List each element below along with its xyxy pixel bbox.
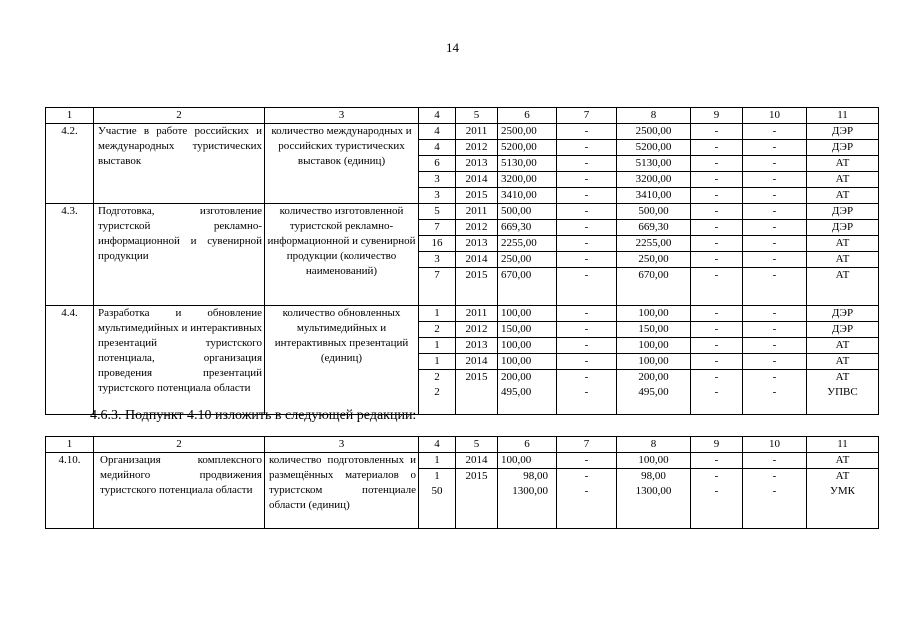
- cell-year: 2014: [456, 453, 498, 469]
- stack-value: УПВС: [827, 386, 858, 398]
- table-header-row: [46, 437, 879, 453]
- column-number-5: 5: [456, 108, 498, 124]
- cell-col10: -: [743, 156, 807, 172]
- cell-col9: -: [691, 220, 743, 236]
- cell-year: 2015: [456, 188, 498, 204]
- cell-col9: -: [691, 453, 743, 469]
- cell-col9: -: [691, 140, 743, 156]
- cell-quantity: 7: [419, 268, 456, 306]
- column-number-7: 7: [557, 437, 617, 453]
- cell-year: 2012: [456, 140, 498, 156]
- cell-col10: -: [743, 268, 807, 306]
- cell-total: 100,00: [498, 306, 557, 322]
- cell-col8: 100,00: [617, 306, 691, 322]
- cell-col10: -: [743, 236, 807, 252]
- stack-value: 200,00: [638, 371, 669, 383]
- cell-col10: -: [743, 338, 807, 354]
- cell-year: 2015: [456, 268, 498, 306]
- indicator-name: количество обновленных мультимедийных и интерактивных презентаций (единиц): [265, 306, 419, 415]
- cell-quantity: 7: [419, 220, 456, 236]
- cell-col7: -: [557, 236, 617, 252]
- amendment-table: [45, 436, 879, 529]
- stack-value: АТ: [835, 470, 850, 482]
- cell-executor: АТ: [807, 172, 879, 188]
- cell-quantity: 3: [419, 172, 456, 188]
- cell-col9: -: [691, 322, 743, 338]
- activity-name: Участие в работе российских и международных туристических выставок: [94, 124, 265, 204]
- cell-quantity: 3: [419, 252, 456, 268]
- cell-col8: 5130,00: [617, 156, 691, 172]
- stack-value: -: [714, 371, 719, 383]
- column-number-8: 8: [617, 437, 691, 453]
- stack-value: 98,00: [641, 470, 666, 482]
- table-row: [46, 204, 879, 220]
- cell-year: 2012: [456, 220, 498, 236]
- item-number: 4.10.: [46, 453, 94, 529]
- column-number-8: 8: [617, 108, 691, 124]
- cell-total: 3200,00: [498, 172, 557, 188]
- cell-executor: [807, 469, 879, 529]
- cell-total: 500,00: [498, 204, 557, 220]
- cell-col10: [743, 370, 807, 415]
- cell-col9: -: [691, 124, 743, 140]
- column-number-11: 11: [807, 108, 879, 124]
- cell-year: 2011: [456, 204, 498, 220]
- cell-col7: -: [557, 220, 617, 236]
- cell-col9: [691, 370, 743, 415]
- table-row: [46, 453, 879, 469]
- table-row: [46, 124, 879, 140]
- cell-col8: 2255,00: [617, 236, 691, 252]
- stack-value: -: [714, 470, 719, 482]
- cell-year: 2011: [456, 306, 498, 322]
- table-header-row: [46, 108, 879, 124]
- cell-year: 2013: [456, 236, 498, 252]
- cell-col7: -: [557, 252, 617, 268]
- cell-quantity: 1: [419, 453, 456, 469]
- cell-total: 150,00: [498, 322, 557, 338]
- column-number-3: 3: [265, 108, 419, 124]
- cell-total: 100,00: [498, 354, 557, 370]
- column-number-2: 2: [94, 437, 265, 453]
- cell-col9: -: [691, 268, 743, 306]
- activity-name: Разработка и обновление мультимедийных и интерактивных презентаций туристского потенциала, организация проведения презентаций туристского потенциала области: [94, 306, 265, 415]
- cell-col7: -: [557, 140, 617, 156]
- cell-total: 5130,00: [498, 156, 557, 172]
- cell-quantity: 2: [419, 322, 456, 338]
- column-number-9: 9: [691, 108, 743, 124]
- stack-value: 1: [434, 470, 440, 482]
- cell-col10: -: [743, 124, 807, 140]
- cell-executor: ДЭР: [807, 220, 879, 236]
- indicator-name: количество изготовленной туристской рекламно-информационной и сувенирной продукции (количество наименований): [265, 204, 419, 306]
- cell-total: 2500,00: [498, 124, 557, 140]
- column-number-3: 3: [265, 437, 419, 453]
- cell-col8: 100,00: [617, 338, 691, 354]
- cell-executor: ДЭР: [807, 140, 879, 156]
- cell-col9: -: [691, 204, 743, 220]
- stack-value: 1300,00: [512, 485, 548, 497]
- cell-quantity: 1: [419, 354, 456, 370]
- column-number-10: 10: [743, 437, 807, 453]
- cell-year: 2014: [456, 354, 498, 370]
- cell-executor: ДЭР: [807, 306, 879, 322]
- cell-col7: -: [557, 156, 617, 172]
- stack-value: УМК: [830, 485, 855, 497]
- cell-col7: -: [557, 453, 617, 469]
- stack-value: -: [584, 485, 589, 497]
- cell-quantity: 3: [419, 188, 456, 204]
- column-number-2: 2: [94, 108, 265, 124]
- cell-col10: -: [743, 188, 807, 204]
- cell-year: 2011: [456, 124, 498, 140]
- cell-col7: -: [557, 322, 617, 338]
- cell-quantity: 6: [419, 156, 456, 172]
- cell-executor: АТ: [807, 156, 879, 172]
- cell-col7: -: [557, 188, 617, 204]
- cell-quantity: 16: [419, 236, 456, 252]
- stack-value: 50: [431, 485, 443, 497]
- column-number-1: 1: [46, 437, 94, 453]
- cell-quantity: [419, 370, 456, 415]
- cell-total: 670,00: [498, 268, 557, 306]
- cell-col7: -: [557, 172, 617, 188]
- stack-value: 2: [434, 371, 440, 383]
- column-number-4: 4: [419, 437, 456, 453]
- cell-total: [498, 469, 557, 529]
- cell-col8: 2500,00: [617, 124, 691, 140]
- cell-col10: -: [743, 220, 807, 236]
- cell-executor: ДЭР: [807, 124, 879, 140]
- cell-col9: -: [691, 252, 743, 268]
- cell-col8: 3200,00: [617, 172, 691, 188]
- cell-executor: АТ: [807, 236, 879, 252]
- stack-value: АТ: [835, 371, 850, 383]
- cell-col10: -: [743, 453, 807, 469]
- cell-col7: -: [557, 338, 617, 354]
- indicator-name: количество подготовленных и размещённых материалов о туристском потенциале области (единиц): [265, 453, 419, 529]
- cell-col10: -: [743, 140, 807, 156]
- stack-value: -: [584, 386, 589, 398]
- cell-quantity: 5: [419, 204, 456, 220]
- cell-col9: -: [691, 236, 743, 252]
- column-number-7: 7: [557, 108, 617, 124]
- activity-name: Организация комплексного медийного продвижения туристского потенциала области: [94, 453, 265, 529]
- cell-executor: [807, 370, 879, 415]
- cell-col9: -: [691, 306, 743, 322]
- activity-name: Подготовка, изготовление туристской рекламно-информационной и сувенирной продукции: [94, 204, 265, 306]
- cell-quantity: 4: [419, 140, 456, 156]
- cell-year: 2015: [456, 370, 498, 415]
- cell-col8: 3410,00: [617, 188, 691, 204]
- column-number-6: 6: [498, 108, 557, 124]
- cell-col9: -: [691, 188, 743, 204]
- stack-value: 200,00: [501, 371, 532, 383]
- column-number-1: 1: [46, 108, 94, 124]
- stack-value: -: [714, 485, 719, 497]
- subheading: 4.6.3. Подпункт 4.10 изложить в следующей редакции:: [90, 408, 417, 423]
- column-number-6: 6: [498, 437, 557, 453]
- cell-executor: ДЭР: [807, 322, 879, 338]
- cell-col9: -: [691, 172, 743, 188]
- cell-executor: АТ: [807, 453, 879, 469]
- cell-quantity: 1: [419, 306, 456, 322]
- cell-executor: АТ: [807, 338, 879, 354]
- column-number-9: 9: [691, 437, 743, 453]
- cell-year: 2015: [456, 469, 498, 529]
- cell-year: 2012: [456, 322, 498, 338]
- cell-col10: -: [743, 306, 807, 322]
- cell-col10: -: [743, 322, 807, 338]
- program-table: [45, 107, 879, 415]
- cell-col10: -: [743, 354, 807, 370]
- cell-col8: 100,00: [617, 354, 691, 370]
- stack-value: -: [714, 386, 719, 398]
- column-number-5: 5: [456, 437, 498, 453]
- cell-col9: -: [691, 156, 743, 172]
- cell-year: 2014: [456, 172, 498, 188]
- stack-value: -: [772, 470, 777, 482]
- stack-value: 495,00: [638, 386, 669, 398]
- cell-total: 2255,00: [498, 236, 557, 252]
- cell-total: 5200,00: [498, 140, 557, 156]
- cell-col8: 100,00: [617, 453, 691, 469]
- stack-value: -: [772, 485, 777, 497]
- cell-col10: -: [743, 252, 807, 268]
- cell-year: 2014: [456, 252, 498, 268]
- cell-year: 2013: [456, 156, 498, 172]
- cell-executor: АТ: [807, 268, 879, 306]
- cell-col10: -: [743, 204, 807, 220]
- column-number-10: 10: [743, 108, 807, 124]
- column-number-4: 4: [419, 108, 456, 124]
- cell-total: 669,30: [498, 220, 557, 236]
- cell-total: 100,00: [498, 338, 557, 354]
- stack-value: -: [584, 371, 589, 383]
- item-number: 4.3.: [46, 204, 94, 306]
- item-number: 4.4.: [46, 306, 94, 415]
- cell-col9: -: [691, 338, 743, 354]
- stack-value: -: [772, 371, 777, 383]
- table-row: [46, 306, 879, 322]
- cell-quantity: 1: [419, 338, 456, 354]
- cell-col8: 150,00: [617, 322, 691, 338]
- cell-col8: 500,00: [617, 204, 691, 220]
- cell-executor: АТ: [807, 252, 879, 268]
- cell-col7: -: [557, 306, 617, 322]
- cell-col7: -: [557, 204, 617, 220]
- stack-value: -: [772, 386, 777, 398]
- cell-col9: -: [691, 354, 743, 370]
- stack-value: 2: [434, 386, 440, 398]
- cell-executor: АТ: [807, 188, 879, 204]
- cell-col10: -: [743, 172, 807, 188]
- cell-col7: -: [557, 354, 617, 370]
- cell-col7: -: [557, 268, 617, 306]
- cell-col9: [691, 469, 743, 529]
- cell-quantity: 4: [419, 124, 456, 140]
- item-number: 4.2.: [46, 124, 94, 204]
- cell-total: [498, 370, 557, 415]
- cell-col8: [617, 469, 691, 529]
- cell-col8: 669,30: [617, 220, 691, 236]
- cell-col7: -: [557, 124, 617, 140]
- column-number-11: 11: [807, 437, 879, 453]
- stack-value: 98,00: [523, 470, 548, 482]
- cell-col7: [557, 370, 617, 415]
- cell-quantity: [419, 469, 456, 529]
- stack-value: -: [584, 470, 589, 482]
- cell-col8: 670,00: [617, 268, 691, 306]
- stack-value: 495,00: [501, 386, 532, 398]
- stack-value: 1300,00: [635, 485, 672, 497]
- indicator-name: количество международных и российских туристических выставок (единиц): [265, 124, 419, 204]
- cell-total: 3410,00: [498, 188, 557, 204]
- cell-executor: АТ: [807, 354, 879, 370]
- cell-total: 100,00: [498, 453, 557, 469]
- cell-col10: [743, 469, 807, 529]
- cell-col8: 5200,00: [617, 140, 691, 156]
- cell-total: 250,00: [498, 252, 557, 268]
- cell-col8: [617, 370, 691, 415]
- cell-col7: [557, 469, 617, 529]
- cell-col8: 250,00: [617, 252, 691, 268]
- cell-year: 2013: [456, 338, 498, 354]
- cell-executor: ДЭР: [807, 204, 879, 220]
- page-number: 14: [446, 40, 459, 55]
